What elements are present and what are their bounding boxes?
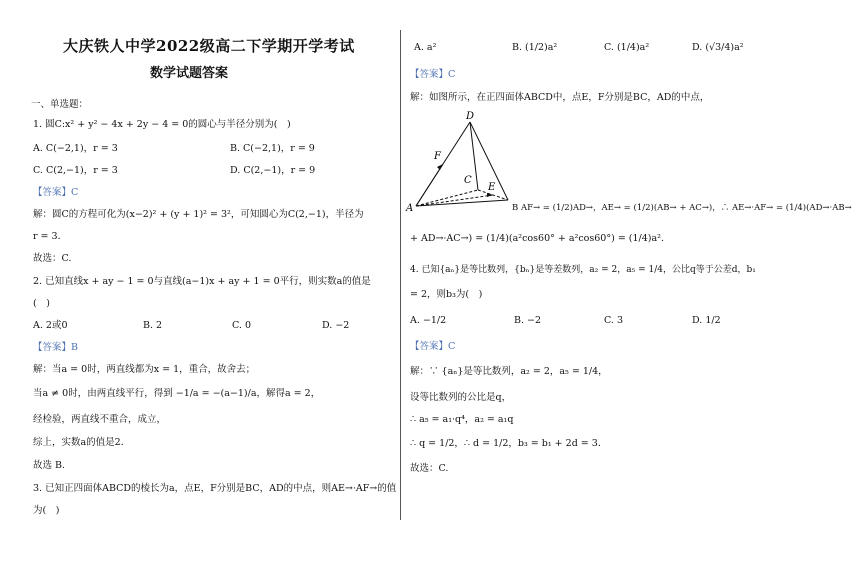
q4-option-a: A. −1/2 [410, 315, 447, 326]
q4-option-d: D. 1/2 [692, 315, 721, 326]
q2-solution-3: 经检验，两直线不重合，成立， [33, 414, 167, 425]
column-divider [400, 30, 401, 520]
q4-solution-1: 解：∵ {aₙ}是等比数列，a₂ = 2，a₅ = 1/4， [410, 366, 608, 377]
q2-stem: 2. 已知直线x + ay − 1 = 0与直线(a−1)x + ay + 1 = 0平行，则实数a的值是 [33, 276, 371, 287]
vertex-a-label: A [406, 203, 414, 214]
q2-answer: 【答案】B [33, 342, 78, 353]
q4-solution-5: 故选：C. [410, 463, 449, 474]
q4-solution-2: 设等比数列的公比是q， [410, 392, 512, 403]
point-e-label: E [488, 182, 496, 193]
q4-stem-2: = 2，则b₃为( ) [410, 289, 483, 300]
q4-option-b: B. −2 [514, 315, 542, 326]
q3-option-b: B. (1/2)a² [512, 42, 558, 53]
q4-answer: 【答案】C [410, 341, 456, 352]
q2-solution-1: 解：当a = 0时，两直线都为x = 1，重合，故舍去； [33, 364, 256, 375]
q4-option-c: C. 3 [604, 315, 624, 326]
q3-solution-3: + AD→·AC→) = (1/4)(a²cos60° + a²cos60°) = (1/4)a². [410, 233, 664, 244]
q3-answer: 【答案】C [410, 69, 456, 80]
q1-stem: 1. 圆C:x² + y² − 4x + 2y − 4 = 0的圆心与半径分别为( ) [33, 119, 291, 130]
q2-option-c: C. 0 [232, 320, 252, 331]
q4-stem-1: 4. 已知{aₙ}是等比数列，{bₙ}是等差数列，a₂ = 2，a₅ = 1/4，公比q等于公差d，b₁ [410, 265, 756, 275]
q2-option-b: B. 2 [143, 320, 163, 331]
page-title: 大庆铁人中学2022级高二下学期开学考试 [63, 37, 355, 55]
section-heading: 一、单选题： [31, 99, 89, 110]
q4-solution-3: ∴ a₅ = a₁·q⁴，a₂ = a₁q [410, 414, 514, 425]
q1-option-a: A. C(−2,1)，r = 3 [33, 143, 118, 154]
q3-option-d: D. (√3/4)a² [692, 42, 744, 53]
q3-paren: 为( ) [33, 505, 60, 516]
q3-solution-1: 解：如图所示，在正四面体ABCD中，点E，F分别是BC，AD的中点， [410, 92, 710, 103]
vertex-c-label: C [464, 175, 472, 186]
q1-option-c: C. C(2,−1)，r = 3 [33, 165, 118, 176]
q1-solution-1: 解：圆C的方程可化为(x−2)² + (y + 1)² = 3²，可知圆心为C(2,−1)，半径为 [33, 209, 364, 220]
q1-option-d: D. C(2,−1)，r = 9 [230, 165, 316, 176]
q1-option-b: B. C(−2,1)，r = 9 [230, 143, 315, 154]
q1-answer: 【答案】C [33, 187, 79, 198]
q2-option-a: A. 2或0 [33, 320, 68, 331]
q2-solution-5: 故选 B. [33, 460, 66, 471]
q3-option-a: A. a² [414, 42, 437, 53]
page-subtitle: 数学试题答案 [150, 66, 229, 81]
q1-solution-3: 故选：C. [33, 253, 72, 264]
tetrahedron-figure [404, 108, 514, 212]
q3-stem: 3. 已知正四面体ABCD的棱长为a，点E，F分别是BC，AD的中点，则AE→·AF→的值 [33, 483, 397, 494]
q2-solution-4: 综上，实数a的值是2． [33, 437, 131, 448]
q2-paren: ( ) [33, 298, 50, 309]
q2-option-d: D. −2 [322, 320, 350, 331]
vertex-d-label: D [466, 111, 475, 122]
point-f-label: F [434, 151, 441, 162]
q2-solution-2: 当a ≠ 0时，由两直线平行，得到 −1/a = −(a−1)/a，解得a = 2， [33, 388, 321, 399]
q3-solution-2: B AF→ = (1/2)AD→，AE→ = (1/2)(AB→ + AC→)，∴ AE→·AF→ = (1/4)(AD→·AB→ [512, 203, 852, 213]
q4-solution-4: ∴ q = 1/2，∴ d = 1/2，b₃ = b₁ + 2d = 3． [410, 438, 608, 449]
q3-option-c: C. (1/4)a² [604, 42, 650, 53]
q1-solution-2: r = 3． [33, 231, 68, 242]
